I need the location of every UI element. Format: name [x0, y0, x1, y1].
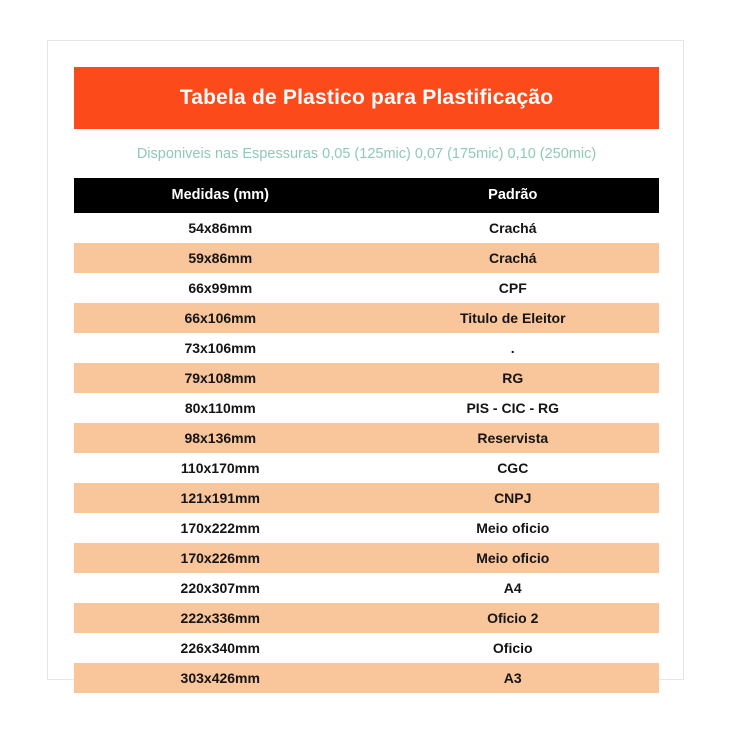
cell-padrao: CPF — [367, 273, 660, 303]
cell-medida: 170x226mm — [74, 543, 367, 573]
table-row — [74, 363, 659, 393]
table-row — [74, 273, 659, 303]
cell-padrao: Crachá — [367, 213, 660, 243]
cell-medida: 110x170mm — [74, 453, 367, 483]
cell-padrao: RG — [367, 363, 660, 393]
table-row — [74, 483, 659, 513]
cell-padrao: CGC — [367, 453, 660, 483]
table-row — [74, 453, 659, 483]
cell-medida: 226x340mm — [74, 633, 367, 663]
cell-medida: 54x86mm — [74, 213, 367, 243]
document-card — [47, 40, 684, 687]
cell-medida: 59x86mm — [74, 243, 367, 273]
table-row — [74, 663, 659, 693]
cell-medida: 66x106mm — [74, 303, 367, 333]
table-row — [74, 423, 659, 453]
document-content — [74, 67, 659, 693]
cell-padrao: CNPJ — [367, 483, 660, 513]
cell-medida: 170x222mm — [74, 513, 367, 543]
cell-padrao: . — [367, 333, 660, 363]
cell-medida: 80x110mm — [74, 393, 367, 423]
cell-padrao: Meio oficio — [367, 543, 660, 573]
table-row — [74, 213, 659, 243]
cell-medida: 66x99mm — [74, 273, 367, 303]
cell-padrao: A3 — [367, 663, 660, 693]
sizes-table — [74, 178, 659, 693]
cell-medida: 222x336mm — [74, 603, 367, 633]
cell-padrao: Oficio — [367, 633, 660, 663]
cell-medida: 73x106mm — [74, 333, 367, 363]
cell-padrao: Crachá — [367, 243, 660, 273]
table-row — [74, 573, 659, 603]
table-header — [74, 178, 659, 213]
table-row — [74, 543, 659, 573]
table-row — [74, 513, 659, 543]
table-row — [74, 333, 659, 363]
table-row — [74, 393, 659, 423]
cell-medida: 303x426mm — [74, 663, 367, 693]
table-header-row — [74, 178, 659, 213]
table-row — [74, 243, 659, 273]
cell-padrao: Oficio 2 — [367, 603, 660, 633]
table-body — [74, 213, 659, 693]
cell-medida: 220x307mm — [74, 573, 367, 603]
page-title: Tabela de Plastico para Plastificação — [74, 67, 659, 129]
cell-medida: 121x191mm — [74, 483, 367, 513]
table-row — [74, 303, 659, 333]
table-row — [74, 603, 659, 633]
column-header-medidas: Medidas (mm) — [74, 178, 367, 213]
cell-medida: 79x108mm — [74, 363, 367, 393]
cell-padrao: Meio oficio — [367, 513, 660, 543]
cell-padrao: PIS - CIC - RG — [367, 393, 660, 423]
cell-padrao: Titulo de Eleitor — [367, 303, 660, 333]
cell-padrao: Reservista — [367, 423, 660, 453]
cell-padrao: A4 — [367, 573, 660, 603]
cell-medida: 98x136mm — [74, 423, 367, 453]
table-row — [74, 633, 659, 663]
column-header-padrao: Padrão — [367, 178, 660, 213]
subtitle-text: Disponiveis nas Espessuras 0,05 (125mic) 0,07 (175mic) 0,10 (250mic) — [136, 146, 597, 163]
